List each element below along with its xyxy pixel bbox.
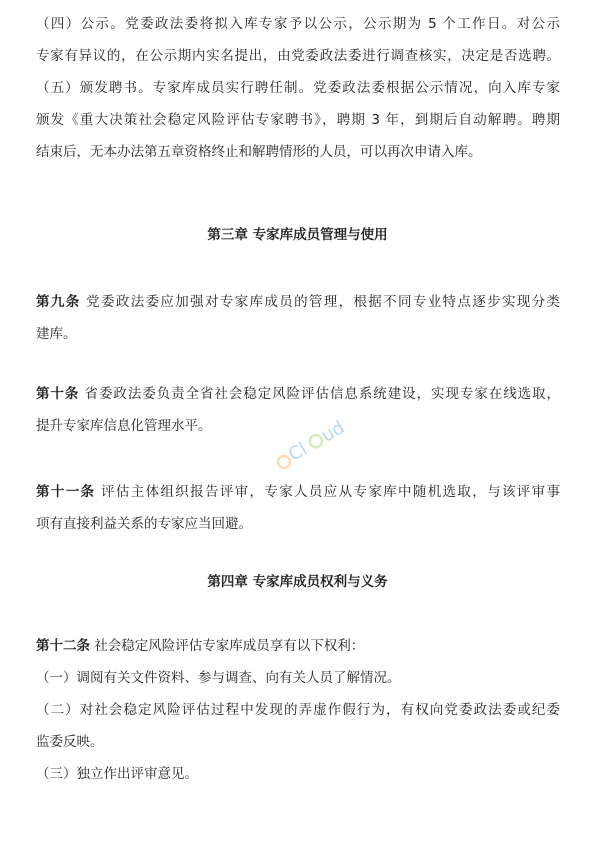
paragraph-certificate-line-1: （五）颁发聘书。专家库成员实行聘任制。党委政法委根据公示情况，向入库专家 bbox=[36, 80, 560, 96]
article-12-item-2-line-1: （二）对社会稳定风险评估过程中发现的弄虚作假行为，有权向党委政法委或纪委 bbox=[36, 702, 560, 718]
chapter-4-heading: 第四章 专家库成员权利与义务 bbox=[207, 574, 388, 590]
article-10-line-2: 提升专家库信息化管理水平。 bbox=[36, 418, 212, 434]
article-9-line-1 bbox=[36, 292, 560, 312]
chapter-3-heading: 第三章 专家库成员管理与使用 bbox=[207, 227, 388, 243]
article-9-text: 党委政法委应加强对专家库成员的管理，根据不同专业特点逐步实现分类 bbox=[80, 294, 560, 310]
article-12-item-2-line-2: 监委反映。 bbox=[36, 734, 104, 750]
article-10-label: 第十条 bbox=[36, 386, 80, 402]
article-11-text: 评估主体组织报告评审，专家人员应从专家库中随机选取，与该评审事 bbox=[95, 484, 560, 500]
article-12-item-3: （三）独立作出评审意见。 bbox=[36, 766, 198, 782]
article-12-item-1: （一）调阅有关文件资料、参与调查、向有关人员了解情况。 bbox=[36, 670, 401, 686]
paragraph-publicity-line-2: 专家有异议的，在公示期内实名提出，由党委政法委进行调查核实，决定是否选聘。 bbox=[36, 48, 560, 64]
article-11-label: 第十一条 bbox=[36, 484, 96, 500]
article-9-line-2: 建库。 bbox=[36, 326, 77, 342]
article-12-label: 第十二条 bbox=[36, 638, 90, 654]
article-10-text: 省委政法委负责全省社会稳定风险评估信息系统建设，实现专家在线选取， bbox=[79, 386, 560, 402]
article-9-label: 第九条 bbox=[36, 294, 81, 310]
article-11-line-2: 项有直接利益关系的专家应当回避。 bbox=[36, 516, 252, 532]
svg-text:Cl: Cl bbox=[284, 438, 311, 466]
paragraph-publicity-line-1: （四）公示。党委政法委将拟入库专家予以公示，公示期为 5 个工作日。对公示 bbox=[36, 16, 560, 32]
paragraph-certificate-line-3: 结束后，无本办法第五章资格终止和解聘情形的人员，可以再次申请入库。 bbox=[36, 144, 482, 160]
article-11-line-1 bbox=[36, 482, 560, 502]
svg-text:ud: ud bbox=[317, 417, 349, 447]
paragraph-certificate-line-2: 颁发《重大决策社会稳定风险评估专家聘书》，聘期 3 年，到期后自动解聘。聘期 bbox=[36, 112, 560, 128]
article-12-line-1 bbox=[36, 636, 560, 656]
article-10-line-1 bbox=[36, 384, 560, 404]
cloud-watermark-icon bbox=[256, 408, 356, 472]
article-12-text: 社会稳定风险评估专家库成员享有以下权利： bbox=[90, 638, 365, 654]
